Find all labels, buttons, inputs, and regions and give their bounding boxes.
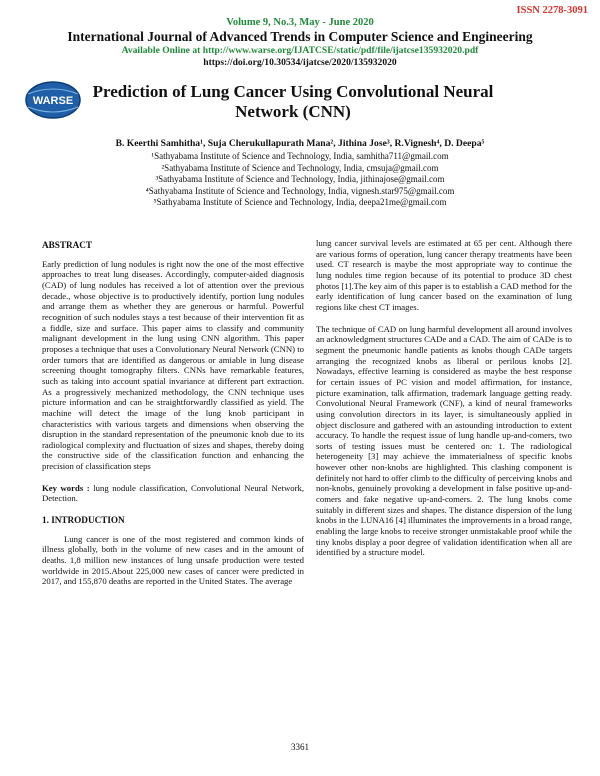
keywords-label: Key words : xyxy=(42,482,90,493)
affiliation-1: ¹Sathyabama Institute of Science and Technology, India, samhitha711@gmail.com xyxy=(151,151,449,161)
volume-line: Volume 9, No.3, May - June 2020 xyxy=(226,17,374,28)
warse-logo xyxy=(24,80,82,120)
right-column xyxy=(316,238,572,569)
introduction-heading: 1. INTRODUCTION xyxy=(42,515,125,526)
left-column xyxy=(42,240,304,598)
introduction-paragraph-1: Lung cancer is one of the most registered and common kinds of illness globally, both in the volume of new cases and in the amount of deaths. 1,8 million new instances of lung unsafe production were tested worldwide in 2015.About 225,000 new cases of cancer were predicted in 2017, and 155,870 deaths are reported in the United States. The average xyxy=(42,533,304,587)
keywords xyxy=(42,483,304,504)
page-number: 3361 xyxy=(291,742,309,752)
affiliation-2: ²Sathyabama Institute of Science and Technology, India, cmsuja@gmail.com xyxy=(161,162,439,173)
right-paragraph-2: The technique of CAD on lung harmful development all around involves an acknowledgment structures CADe and a CAD. The aim of CADe is to segment the pneumonic handle patients as knobs though CADe targets arranging the recognized knobs as liberal or perilous knobs [2]. Nowadays, effective learning is considered as maybe the best response for certain issues of PC vision and model affirmation, for instance, picture examination, talk affirmation, trademark language getting ready. Convolutional Neural Framework (CNF), a kind of neural frameworks using convolution directors in its layer, is simultaneously applied in object disclosure and gathered with an astounding introduction to extent accuracy. To handle the request issue of lung handle up-and-comers, two sorts of testing issues must be centered on: 1. The radiological heterogeneity [3] may achieve the immaterialness of specific knobs however other non-knobs are highlighted. This clashing component is definitely not hard to offer climb to the difficulty of perceiving knobs and non-knobs, genuinely provoking a development in false positive up-and-comers and fake negative up-and-comers. 2. The lung knobs come suitably in different sizes and shapes. The distance dispersion of the lung knobs in the LUNA16 [4] illuminates the improvements in a broad range, enabling the large knobs to receive stronger unmistakable proof while the tiny knobs display a poor degree of validation identification when all are identified by a structure model. xyxy=(316,323,572,558)
affiliations xyxy=(0,151,600,209)
journal-title: International Journal of Advanced Trends in Computer Science and Engineering xyxy=(67,29,533,44)
doi-link[interactable]: https://doi.org/10.30534/ijatcse/2020/135932020 xyxy=(203,57,397,68)
available-online-link[interactable]: Available Online at http://www.warse.org/IJATCSE/static/pdf/file/ijatcse135932020.pdf xyxy=(121,45,479,56)
issn-label: ISSN 2278-3091 xyxy=(516,5,588,16)
author-list: B. Keerthi Samhitha¹, Suja Cherukullapurath Mana², Jithina Jose³, R.Vignesh⁴, D. Deepa⁵ xyxy=(115,138,485,149)
abstract-text: Early prediction of lung nodules is right now the one of the most effective approaches to treat lung diseases. Accordingly, computer-aided diagnosis (CAD) of lung nodules has received a lot of attention over the previous decade., whose objective is to productively identify, portion lung nodules and arrange them as whether they are generous or harmful. Powerful recognition of such nodules stays a test because of their intervention fit as a fiddle, size and surface. This paper aims to classify and community malignant development in the lung using CNN algorithm. This paper proposes a technique that uses a Convolutionary Neural Network (CNN) to order tumors that are identified as dangerous or amiable in lung disease screening thought tomography filters. CNNs have remarkable features, such as taking into account spatial invariance at different part extraction. As a progressively mechanized methodology, the CNN technique uses picture information and can be straightforwardly classified as yield. The machine will detect the image of the lung knob participant in characteristics with various targets and dimensions when observing the disruption in the standard representation of the pneumonic knob due to its radiological complexity and fluctuation of sizes and shapes, thereby doing the constructive side of the classification function and enhancing the precision of classification steps xyxy=(42,258,304,472)
logo-text: WARSE xyxy=(32,95,74,107)
affiliation-4: ⁴Sathyabama Institute of Science and Technology, India, vignesh.star975@gmail.com xyxy=(145,185,455,196)
right-paragraph-1: lung cancer survival levels are estimated at 65 per cent. Although there are various forms of operation, lung cancer therapy treatments have been used. CT research is maybe the most appropriate way to continue the lung nodules time region because of its potential to produce 3D chest photos [1].The key aim of this paper is to establish a CAD method for the early identification of lung cancer based on the examination of lung regions like chest CT images. xyxy=(316,238,572,312)
paper-title: Prediction of Lung Cancer Using Convolutional Neural Network (CNN) xyxy=(92,82,494,121)
affiliation-3: ³Sathyabama Institute of Science and Technology, India, jithinajose@gmail.com xyxy=(155,174,445,184)
keywords-text: lung nodule classification, Convolutional Neural Network, Detection. xyxy=(42,482,305,504)
abstract-heading: ABSTRACT xyxy=(42,240,93,250)
affiliation-5: ⁵Sathyabama Institute of Science and Technology, India, deepa21me@gmail.com xyxy=(153,197,447,207)
